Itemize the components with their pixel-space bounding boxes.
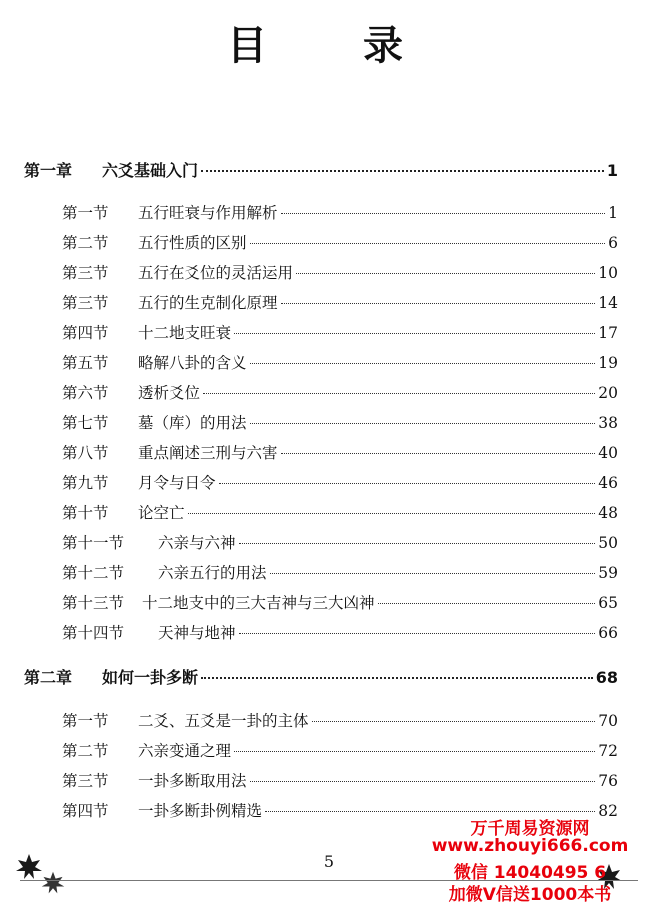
toc-chapter-2[interactable]: [24, 665, 618, 688]
page-number: 19: [598, 354, 618, 372]
chapter-number: 第二章: [24, 668, 73, 687]
section-title: 墓（库）的用法: [138, 414, 247, 432]
page-number: 72: [598, 742, 618, 760]
leader-dots: [378, 603, 596, 604]
leader-dots: [250, 781, 596, 782]
watermark-line-2: www.zhouyi666.com: [431, 836, 629, 856]
section-title: 略解八卦的含义: [138, 354, 247, 372]
section-title: 论空亡: [138, 504, 185, 522]
page-number: 76: [598, 772, 618, 790]
leader-dots: [234, 751, 595, 752]
toc-section[interactable]: [62, 591, 618, 613]
page-number: 20: [598, 384, 618, 402]
leader-dots: [250, 243, 606, 244]
section-number: 第三节: [62, 264, 109, 282]
section-number: 第四节: [62, 802, 109, 820]
toc-chapter-1[interactable]: [24, 158, 618, 181]
section-number: 第一节: [62, 712, 109, 730]
page-number: 46: [598, 474, 618, 492]
leader-dots: [239, 543, 596, 544]
toc-section[interactable]: [62, 261, 618, 283]
toc-section[interactable]: [62, 501, 618, 523]
section-number: 第八节: [62, 444, 109, 462]
toc-section[interactable]: [62, 739, 618, 761]
leader-dots: [219, 483, 596, 484]
leader-dots: [281, 453, 596, 454]
leader-dots: [281, 303, 596, 304]
toc-section[interactable]: [62, 351, 618, 373]
toc-section[interactable]: [62, 201, 618, 223]
section-number: 第十一节: [62, 534, 125, 552]
maple-leaf-icon: [40, 870, 66, 896]
section-title: 一卦多断卦例精选: [138, 802, 263, 820]
page-number: 70: [598, 712, 618, 730]
page-number: 59: [598, 564, 618, 582]
toc-section[interactable]: [62, 441, 618, 463]
leader-dots: [234, 333, 595, 334]
section-title: 六亲五行的用法: [158, 564, 267, 582]
leader-dots: [201, 170, 604, 172]
leader-dots: [250, 423, 596, 424]
footer-page-number: 5: [323, 852, 335, 871]
leader-dots: [201, 677, 593, 679]
page-number: 17: [598, 324, 618, 342]
section-title: 透析爻位: [138, 384, 201, 402]
page-number: 68: [595, 668, 618, 687]
section-title: 六亲与六神: [158, 534, 236, 552]
section-number: 第十节: [62, 504, 109, 522]
page-number: 6: [608, 234, 618, 252]
leader-dots: [265, 811, 595, 812]
section-number: 第六节: [62, 384, 109, 402]
section-title: 五行在爻位的灵活运用: [138, 264, 294, 282]
page-title: 目 录: [227, 22, 431, 69]
page-number: 1: [606, 161, 618, 180]
watermark-line-4: 加微V信送1000本书: [448, 885, 612, 905]
page-number: 38: [598, 414, 618, 432]
section-number: 第一节: [62, 204, 109, 222]
section-title: 二爻、五爻是一卦的主体: [138, 712, 309, 730]
toc-section[interactable]: [62, 531, 618, 553]
section-title: 重点阐述三刑与六害: [138, 444, 278, 462]
section-number: 第五节: [62, 354, 109, 372]
toc-section[interactable]: [62, 769, 618, 791]
chapter-title: 如何一卦多断: [102, 668, 199, 687]
page-number: 10: [598, 264, 618, 282]
page-number: 82: [598, 802, 618, 820]
section-title: 十二地支旺衰: [138, 324, 232, 342]
chapter-title: 六爻基础入门: [102, 161, 199, 180]
section-number: 第十二节: [62, 564, 125, 582]
watermark-line-3: 微信 14040495 6: [453, 863, 607, 883]
section-number: 第四节: [62, 324, 109, 342]
section-number: 第九节: [62, 474, 109, 492]
page-number: 1: [608, 204, 618, 222]
toc-section[interactable]: [62, 321, 618, 343]
toc-section[interactable]: [62, 709, 618, 731]
leader-dots: [312, 721, 596, 722]
section-title: 月令与日令: [138, 474, 216, 492]
page-number: 14: [598, 294, 618, 312]
leader-dots: [270, 573, 596, 574]
page-number: 66: [598, 624, 618, 642]
section-number: 第二节: [62, 234, 109, 252]
toc-section[interactable]: [62, 561, 618, 583]
toc-section[interactable]: [62, 231, 618, 253]
section-number: 第七节: [62, 414, 109, 432]
leader-dots: [203, 393, 595, 394]
toc-section[interactable]: [62, 381, 618, 403]
page-number: 50: [598, 534, 618, 552]
toc-section[interactable]: [62, 291, 618, 313]
leader-dots: [281, 213, 606, 214]
section-number: 第十四节: [62, 624, 125, 642]
section-number: 第十三节: [62, 594, 125, 612]
leader-dots: [250, 363, 596, 364]
page-number: 48: [598, 504, 618, 522]
toc-section[interactable]: [62, 621, 618, 643]
section-title: 六亲变通之理: [138, 742, 232, 760]
chapter-number: 第一章: [24, 161, 73, 180]
page-number: 40: [598, 444, 618, 462]
leader-dots: [239, 633, 596, 634]
section-title: 五行的生克制化原理: [138, 294, 278, 312]
section-title: 五行性质的区别: [138, 234, 247, 252]
section-number: 第三节: [62, 294, 109, 312]
section-number: 第二节: [62, 742, 109, 760]
page-number: 65: [598, 594, 618, 612]
section-title: 一卦多断取用法: [138, 772, 247, 790]
watermark-line-1: 万千周易资源网: [470, 819, 590, 839]
toc-section[interactable]: [62, 471, 618, 493]
leader-dots: [188, 513, 596, 514]
section-title: 五行旺衰与作用解析: [138, 204, 278, 222]
toc-section[interactable]: [62, 411, 618, 433]
leader-dots: [296, 273, 595, 274]
section-number: 第三节: [62, 772, 109, 790]
section-title: 十二地支中的三大吉神与三大凶神: [142, 594, 375, 612]
section-title: 天神与地神: [158, 624, 236, 642]
